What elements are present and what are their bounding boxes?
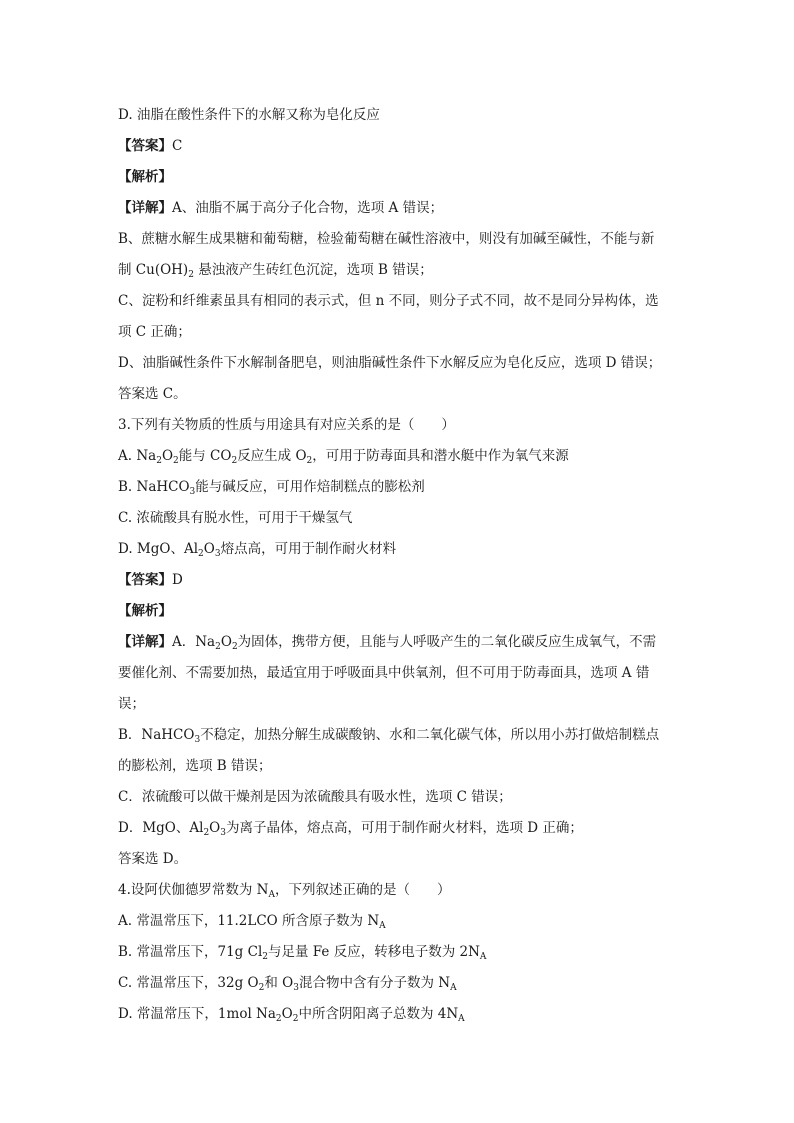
text: 反应生成 O xyxy=(237,448,307,464)
subscript: 2 xyxy=(258,983,265,993)
detail-label: 【详解】 xyxy=(118,634,172,650)
detail-label: 【详解】 xyxy=(118,200,172,216)
text: B. 常温常压下，71g Cl xyxy=(118,944,263,960)
text: 和 O xyxy=(264,975,294,991)
detail-b-text-2a: 制 Cu(OH) xyxy=(118,262,189,278)
q2-option-d-text: D. 油脂在酸性条件下的水解又称为皂化反应 xyxy=(118,107,380,123)
text: D. 常温常压下，1mol Na xyxy=(118,1006,276,1022)
analysis-label: 【解析】 xyxy=(118,603,172,619)
subscript: 3 xyxy=(189,487,196,497)
text: O xyxy=(220,634,232,650)
text: O xyxy=(203,541,215,557)
q3-option-d xyxy=(118,534,678,565)
subscript: 3 xyxy=(194,735,201,745)
answer-value: D xyxy=(172,572,183,588)
detail-b-text-1: B、蔗糖水解生成果糖和葡萄糖，检验葡萄糖在碱性溶液中，则没有加碱至碱性，不能与新 xyxy=(118,231,655,247)
subscript: 2 xyxy=(188,270,194,280)
question-stem: 3.下列有关物质的性质与用途具有对应关系的是（ ） xyxy=(118,417,455,433)
q2-analysis-label xyxy=(118,162,678,193)
q2-detail-b-2 xyxy=(118,255,678,286)
subscript: A xyxy=(450,983,457,993)
q3-option-a xyxy=(118,441,678,472)
text: 误； xyxy=(118,696,145,712)
text: 不稳定，加热分解生成碳酸钠、水和二氧化碳气体，所以用小苏打做焙制糕点 xyxy=(200,727,660,743)
text: 为离子晶体，熔点高，可用于制作耐火材料，选项 D 正确； xyxy=(225,820,583,836)
subscript: 2 xyxy=(215,642,221,652)
q3-detail-a-1 xyxy=(118,627,678,658)
document-content xyxy=(118,100,678,1030)
text: O xyxy=(209,820,221,836)
text: 为固体，携带方便，且能与人呼吸产生的二氧化碳反应生成氧气，不需 xyxy=(237,634,657,650)
text: 能与碱反应，可用作焙制糕点的膨松剂 xyxy=(195,479,425,495)
subscript: 3 xyxy=(293,983,299,993)
q3-detail-b-2 xyxy=(118,751,678,782)
q2-detail-d xyxy=(118,348,678,379)
text: C．浓硫酸可以做干燥剂是因为浓硫酸具有吸水性，选项 C 错误； xyxy=(118,789,512,805)
q4-option-d xyxy=(118,999,678,1030)
detail-d-text: D、油脂碱性条件下水解制备肥皂，则油脂碱性条件下水解反应为皂化反应，选项 D 错误； xyxy=(118,355,662,371)
detail-b-text-2b: 悬浊液产生砖红色沉淀，选项 B 错误； xyxy=(193,262,433,278)
text: 混合物中含有分子数为 N xyxy=(298,975,451,991)
subscript: A xyxy=(458,1014,465,1024)
q4-stem xyxy=(118,875,678,906)
text: 与足量 Fe 反应，转移电子数为 2N xyxy=(268,944,480,960)
q3-option-b xyxy=(118,472,678,503)
q3-detail-b-1 xyxy=(118,720,678,751)
q3-detail-a-2 xyxy=(118,658,678,689)
text: 的膨松剂，选项 B 错误； xyxy=(118,758,272,774)
q3-conclusion xyxy=(118,844,678,875)
analysis-label: 【解析】 xyxy=(118,169,172,185)
subscript: 2 xyxy=(198,549,204,559)
text: C. 浓硫酸具有脱水性，可用于干燥氢气 xyxy=(118,510,353,526)
q2-answer xyxy=(118,131,678,162)
detail-c-text-2: 项 C 正确； xyxy=(118,324,191,340)
q4-option-a xyxy=(118,906,678,937)
text: 能与 CO xyxy=(178,448,232,464)
answer-label: 【答案】 xyxy=(118,572,172,588)
subscript: A xyxy=(479,952,487,962)
text: D．MgO、Al xyxy=(118,820,204,836)
detail-a-text: A、油脂不属于高分子化合物，选项 A 错误； xyxy=(172,200,444,216)
conclusion-text: 答案选 D。 xyxy=(118,851,188,867)
q2-detail-c-1 xyxy=(118,286,678,317)
detail-c-text-1: C、淀粉和纤维素虽具有相同的表示式，但 n 不同，则分子式不同，故不是同分异构体，选 xyxy=(118,293,659,309)
subscript: 2 xyxy=(231,642,238,652)
text: ，可用于防毒面具和潜水艇中作为氧气来源 xyxy=(312,448,569,464)
q4-option-b xyxy=(118,937,678,968)
text: 中所含阴阳离子总数为 4N xyxy=(298,1006,459,1022)
text: 4.设阿伏伽德罗常数为 N xyxy=(118,882,269,898)
q3-detail-c xyxy=(118,782,678,813)
subscript: 2 xyxy=(306,456,313,466)
subscript: A xyxy=(268,890,275,900)
q3-detail-d xyxy=(118,813,678,844)
text: C. 常温常压下，32g O xyxy=(118,975,259,991)
subscript: 3 xyxy=(214,549,221,559)
q3-option-c xyxy=(118,503,678,534)
text: O xyxy=(161,448,174,464)
answer-value: C xyxy=(172,138,183,154)
q2-detail-b-1 xyxy=(118,224,678,255)
text: D. MgO、Al xyxy=(118,541,199,557)
subscript: 2 xyxy=(173,456,179,466)
q2-detail-c-2 xyxy=(118,317,678,348)
q3-analysis-label xyxy=(118,596,678,627)
q2-option-d xyxy=(118,100,678,131)
text: B．NaHCO xyxy=(118,727,195,743)
subscript: A xyxy=(379,921,386,931)
text: A．Na xyxy=(172,634,216,650)
q3-detail-a-3 xyxy=(118,689,678,720)
q2-conclusion xyxy=(118,379,678,410)
text: 熔点高，可用于制作耐火材料 xyxy=(220,541,397,557)
q3-stem xyxy=(118,410,678,441)
q4-option-c xyxy=(118,968,678,999)
subscript: 2 xyxy=(292,1014,299,1024)
subscript: 3 xyxy=(220,828,226,838)
subscript: 2 xyxy=(231,456,238,466)
subscript: 2 xyxy=(203,828,210,838)
text: B. NaHCO xyxy=(118,479,190,495)
text: ，下列叙述正确的是（ ） xyxy=(274,882,451,898)
conclusion-text: 答案选 C。 xyxy=(118,386,187,402)
q2-detail-a xyxy=(118,193,678,224)
text: 要催化剂、不需要加热，最适宜用于呼吸面具中供氧剂，但不可用于防毒面具，选项 A 错 xyxy=(118,665,650,681)
answer-label: 【答案】 xyxy=(118,138,172,154)
subscript: 2 xyxy=(156,456,162,466)
text: A. 常温常压下，11.2LCO 所含原子数为 N xyxy=(118,913,380,929)
text: O xyxy=(281,1006,293,1022)
q3-answer xyxy=(118,565,678,596)
text: A. Na xyxy=(118,448,157,464)
subscript: 2 xyxy=(275,1014,282,1024)
subscript: 2 xyxy=(262,952,268,962)
